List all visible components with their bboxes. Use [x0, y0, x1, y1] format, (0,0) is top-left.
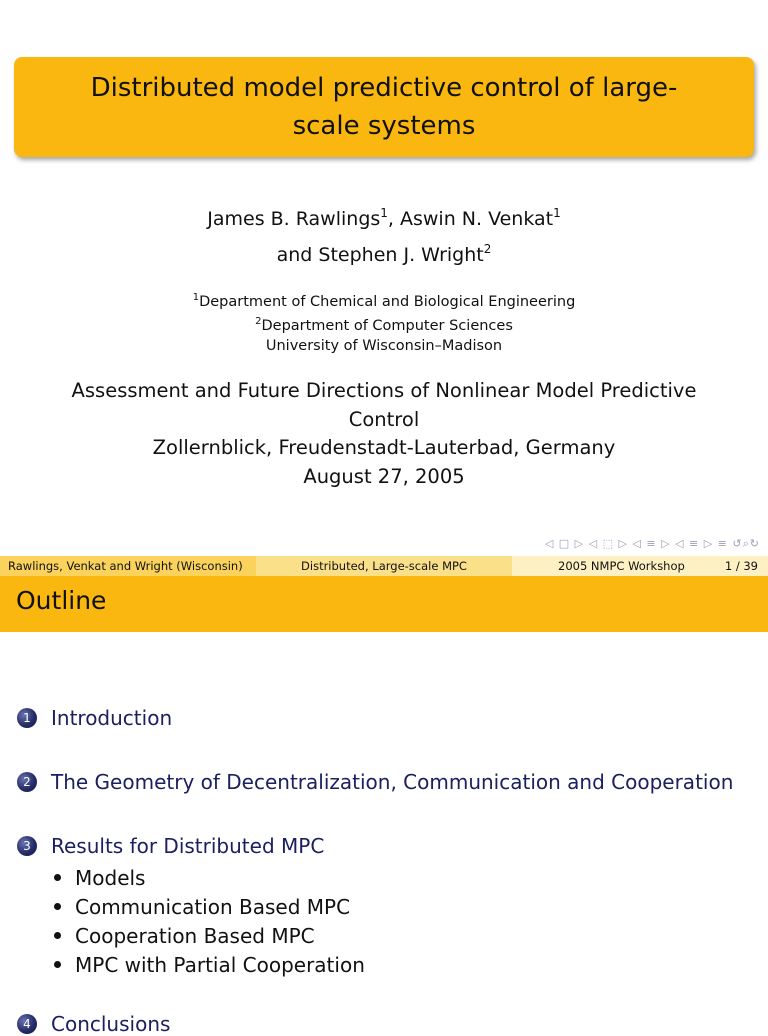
toc-label: Introduction	[51, 706, 173, 730]
footer-authors: Rawlings, Venkat and Wright (Wisconsin)	[0, 556, 256, 576]
results-subitems	[52, 863, 365, 979]
bullet-icon	[54, 961, 61, 968]
author-venkat: , Aswin N. Venkat	[387, 208, 554, 230]
toc-label: The Geometry of Decentralization, Communication and Cooperation	[51, 770, 734, 794]
bullet-icon	[54, 932, 61, 939]
subitem-partial-cooperation[interactable]	[52, 950, 365, 979]
toc-item-results[interactable]	[17, 834, 324, 858]
author-wright: and Stephen J. Wright	[276, 244, 484, 266]
affil-line: Department of Computer Sciences	[261, 318, 513, 334]
bullet-icon	[54, 903, 61, 910]
toc-label: Results for Distributed MPC	[51, 834, 325, 858]
outline-title: Outline	[16, 586, 107, 615]
subitem-label: Cooperation Based MPC	[75, 923, 315, 948]
subitem-label: Communication Based MPC	[75, 894, 351, 919]
event-location: Zollernblick, Freudenstadt-Lauterbad, Germany	[152, 436, 616, 459]
title-box	[14, 57, 754, 157]
section-number-4-icon: 4	[17, 1014, 37, 1034]
footer-bar	[0, 556, 768, 576]
toc-item-introduction[interactable]	[17, 706, 172, 730]
author-sup: 2	[483, 242, 492, 256]
affil-sup: 1	[192, 292, 200, 303]
author-sup: 1	[553, 206, 561, 220]
event-date: August 27, 2005	[303, 464, 465, 488]
event-info	[60, 377, 708, 491]
event-name: Assessment and Future Directions of Nonlinear Model Predictive Control	[71, 379, 697, 431]
slide-title: Distributed model predictive control of large-scale systems	[90, 73, 678, 141]
toc-label: Conclusions	[51, 1012, 171, 1036]
toc-item-conclusions[interactable]	[17, 1012, 170, 1036]
footer-workshop: 2005 NMPC Workshop	[558, 559, 685, 573]
beamer-nav-icons[interactable]: ◁ □ ▷ ◁ ⬚ ▷ ◁ ≡ ▷ ◁ ≡ ▷ ≡ ↺⌕↻	[544, 537, 760, 550]
outline-header	[0, 576, 768, 632]
footer-right	[512, 556, 768, 576]
subitem-label: Models	[75, 865, 146, 890]
footer-page-number: 1 / 39	[724, 559, 758, 573]
section-number-3-icon: 3	[17, 836, 37, 856]
affil-sup: 2	[255, 316, 262, 327]
affiliations	[0, 288, 768, 356]
authors	[0, 198, 768, 270]
subitem-label: MPC with Partial Cooperation	[75, 952, 365, 977]
subitem-communication[interactable]	[52, 892, 365, 921]
toc-item-geometry[interactable]	[17, 770, 733, 794]
affil-line: University of Wisconsin–Madison	[265, 338, 503, 354]
author-sup: 1	[380, 206, 388, 220]
subitem-models[interactable]	[52, 863, 365, 892]
section-number-2-icon: 2	[17, 772, 37, 792]
bullet-icon	[54, 874, 61, 881]
section-number-1-icon: 1	[17, 708, 37, 728]
footer-short-title: Distributed, Large-scale MPC	[256, 556, 512, 576]
affil-line: Department of Chemical and Biological Engineering	[199, 294, 576, 310]
subitem-cooperation[interactable]	[52, 921, 365, 950]
author-rawlings: James B. Rawlings	[207, 208, 381, 230]
